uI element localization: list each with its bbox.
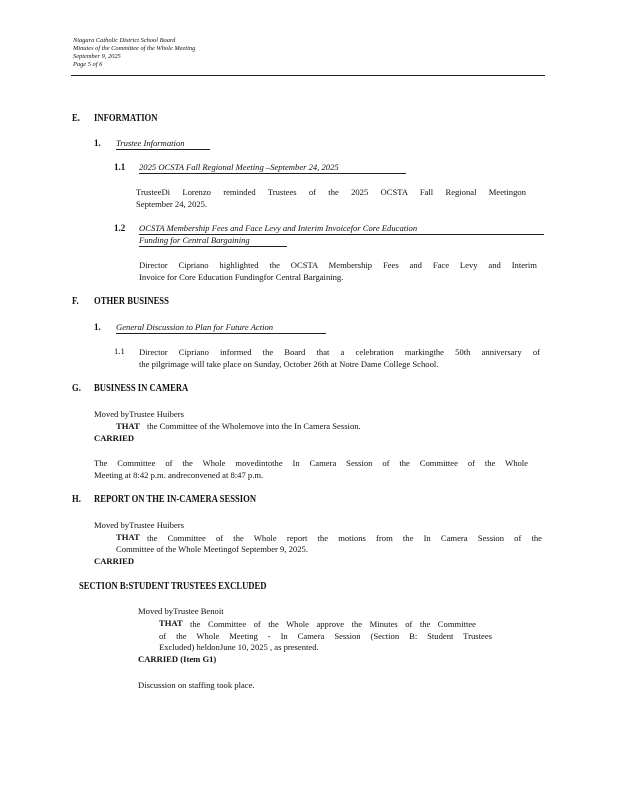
section-e-title: INFORMATION bbox=[94, 113, 158, 124]
section-f-title: OTHER BUSINESS bbox=[94, 296, 169, 307]
section-g-letter: G. bbox=[72, 383, 81, 394]
g-carried-label: CARRIED bbox=[94, 433, 135, 443]
g-that-label: THAT bbox=[116, 421, 140, 431]
section-h-title: REPORT ON THE IN-CAMERA SESSION bbox=[94, 494, 257, 505]
sb-motion-line2: of the Whole Meeting - In Camera Session (Section B: Student Trustees bbox=[159, 631, 492, 641]
sb-moved-by: Moved byTrustee Benoit bbox=[138, 606, 224, 616]
item-e11-number: 1.1 bbox=[114, 162, 126, 172]
header-meeting-title: Minutes of the Committee of the Whole Meeting bbox=[73, 45, 196, 52]
item-e12-paragraph bbox=[139, 259, 537, 283]
g-paragraph bbox=[94, 457, 528, 481]
sb-motion-paragraph bbox=[190, 618, 476, 630]
g-moved-by: Moved byTrustee Huibers bbox=[94, 409, 184, 419]
item-e1-title: Trustee Information bbox=[116, 138, 185, 148]
header-board-name: Niagara Catholic District School Board bbox=[73, 37, 176, 44]
item-e12-title-line1: OCSTA Membership Fees and Face Levy and Interim Invoicefor Core Education bbox=[139, 223, 418, 233]
item-e12-body-line1: Director Cipriano highlighted the OCSTA Membership Fees and Face Levy and Interim bbox=[139, 260, 537, 270]
item-e12-title-line2: Funding for Central Bargaining bbox=[139, 235, 250, 245]
h-that-label: THAT bbox=[116, 532, 140, 542]
sb-discussion-text: Discussion on staffing took place. bbox=[138, 680, 255, 690]
item-e11-body-line2: September 24, 2025. bbox=[136, 199, 208, 209]
h-carried-label: CARRIED bbox=[94, 556, 135, 566]
g-motion-text: the Committee of the Wholemove into the In Camera Session. bbox=[147, 421, 361, 431]
item-f1-title: General Discussion to Plan for Future Action bbox=[116, 322, 274, 332]
item-f11-number: 1.1 bbox=[114, 346, 125, 356]
h-motion-line2: Committee of the Whole Meetingof September 9, 2025. bbox=[116, 544, 308, 554]
h-motion-paragraph bbox=[147, 532, 542, 544]
item-e11-underline bbox=[139, 173, 406, 174]
item-f11-body-line1: Director Cipriano informed the Board that a celebration markingthe 50th anniversary of bbox=[139, 347, 540, 357]
header-date: September 9, 2025 bbox=[73, 53, 121, 60]
sb-motion-line1: the Committee of the Whole approve the Minutes of the Committee bbox=[190, 619, 476, 629]
item-e11-paragraph bbox=[136, 186, 526, 210]
item-f1-number: 1. bbox=[94, 322, 101, 332]
g-body-line1: The Committee of the Whole movedintothe In Camera Session of the Committee of the Whole bbox=[94, 458, 528, 468]
item-e12-body-line2: Invoice for Core Education Fundingfor Central Bargaining. bbox=[139, 272, 344, 282]
item-e12-number: 1.2 bbox=[114, 223, 126, 233]
section-e-letter: E. bbox=[72, 113, 80, 124]
item-e12-underline2 bbox=[139, 246, 287, 247]
header-divider bbox=[71, 75, 545, 76]
item-e11-title: 2025 OCSTA Fall Regional Meeting –September 24, 2025 bbox=[139, 162, 339, 172]
sb-that-label: THAT bbox=[159, 618, 183, 628]
section-g-title: BUSINESS IN CAMERA bbox=[94, 383, 189, 394]
page-header bbox=[73, 37, 195, 69]
g-body-line2: Meeting at 8:42 p.m. andreconvened at 8:47 p.m. bbox=[94, 470, 264, 480]
item-e1-underline bbox=[116, 149, 210, 150]
sb-carried-label: CARRIED (Item G1) bbox=[138, 654, 217, 664]
header-page-number: Page 5 of 6 bbox=[73, 61, 103, 68]
section-h-letter: H. bbox=[72, 494, 81, 505]
sb-motion-paragraph2 bbox=[159, 630, 492, 642]
item-e11-body-line1: TrusteeDi Lorenzo reminded Trustees of the 2025 OCSTA Fall Regional Meetingon bbox=[136, 187, 526, 197]
item-f1-underline bbox=[116, 333, 326, 334]
section-b-title: SECTION B:STUDENT TRUSTEES EXCLUDED bbox=[79, 581, 267, 592]
item-f11-paragraph bbox=[139, 346, 540, 370]
item-e1-number: 1. bbox=[94, 138, 101, 148]
h-moved-by: Moved byTrustee Huibers bbox=[94, 520, 184, 530]
h-motion-line1: the Committee of the Whole report the motions from the In Camera Session of the bbox=[147, 533, 542, 543]
item-f11-body-line2: the pilgrimage will take place on Sunday, October 26th at Notre Dame College School. bbox=[139, 359, 439, 369]
section-f-letter: F. bbox=[72, 296, 79, 307]
sb-motion-line3: Excluded) heldonJune 10, 2025 , as presented. bbox=[159, 642, 319, 652]
